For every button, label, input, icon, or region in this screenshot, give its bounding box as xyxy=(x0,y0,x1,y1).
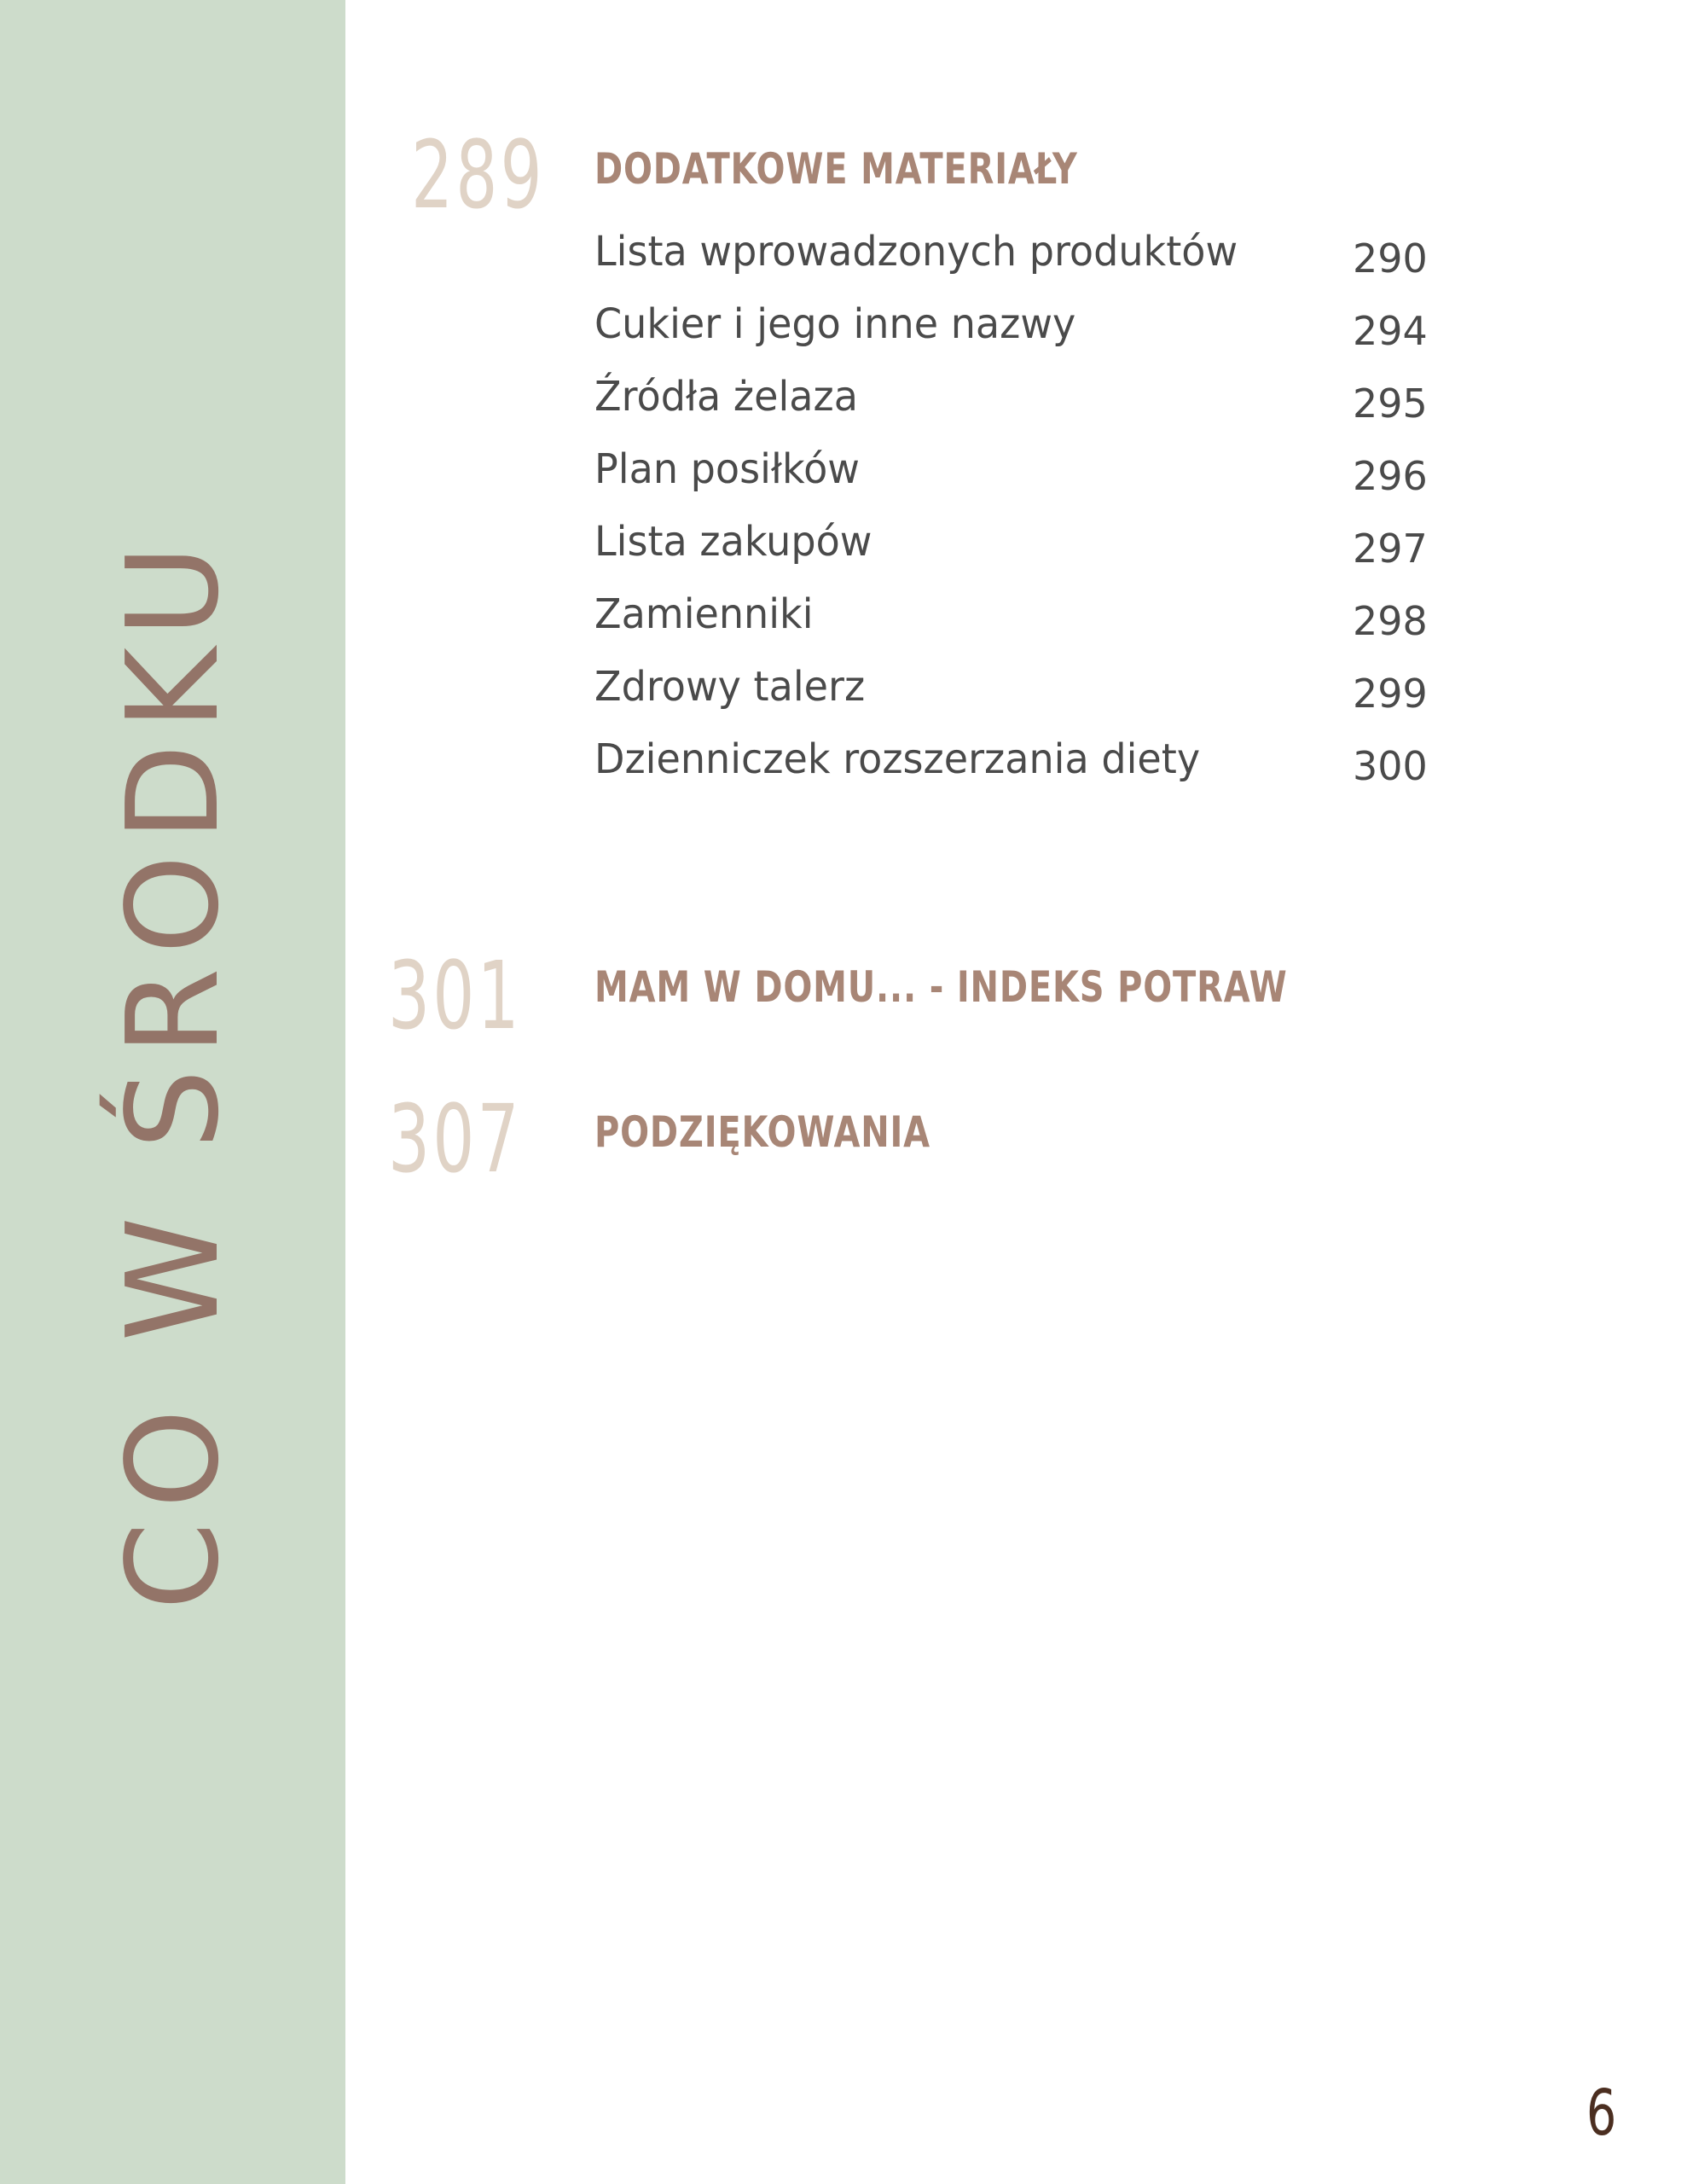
toc-entry-title: Lista zakupów xyxy=(594,518,872,566)
toc-entry[interactable] xyxy=(594,661,1447,734)
toc-entry-page: 297 xyxy=(1353,526,1428,572)
toc-entry[interactable] xyxy=(594,226,1447,299)
toc-entry-page: 294 xyxy=(1353,308,1428,354)
toc-entry[interactable] xyxy=(594,589,1447,661)
section-number-289: 289 xyxy=(411,120,545,229)
section-heading-additional-materials[interactable]: DODATKOWE MATERIAŁY xyxy=(594,144,1078,194)
toc-entry-page: 295 xyxy=(1353,380,1428,427)
toc-entry-page: 300 xyxy=(1353,743,1428,789)
toc-entry-title: Cukier i jego inne nazwy xyxy=(594,300,1076,348)
toc-entry[interactable] xyxy=(594,371,1447,444)
toc-entry[interactable] xyxy=(594,734,1447,806)
toc-entry-page: 299 xyxy=(1353,671,1428,717)
toc-entry-title: Zdrowy talerz xyxy=(594,663,866,711)
toc-entry-page: 296 xyxy=(1353,453,1428,499)
toc-entry-title: Dzienniczek rozszerzania diety xyxy=(594,735,1201,783)
toc-entry-page: 290 xyxy=(1353,235,1428,282)
toc-entry-title: Zamienniki xyxy=(594,590,814,638)
section-heading-dish-index[interactable]: MAM W DOMU... - INDEKS POTRAW xyxy=(594,962,1288,1012)
toc-entry-page: 298 xyxy=(1353,598,1428,644)
toc-list xyxy=(594,226,1447,806)
toc-entry-title: Źródła żelaza xyxy=(594,373,858,421)
toc-entry[interactable] xyxy=(594,516,1447,589)
sidebar xyxy=(0,0,345,2184)
sidebar-title: CO W ŚRODKU xyxy=(100,531,246,1611)
section-number-301: 301 xyxy=(388,941,522,1050)
toc-entry[interactable] xyxy=(594,444,1447,516)
toc-entry-title: Lista wprowadzonych produktów xyxy=(594,228,1238,276)
section-heading-acknowledgements[interactable]: PODZIĘKOWANIA xyxy=(594,1107,930,1157)
toc-entry-title: Plan posiłków xyxy=(594,445,860,493)
toc-entry[interactable] xyxy=(594,299,1447,371)
page-number: 6 xyxy=(1586,2077,1617,2150)
section-number-307: 307 xyxy=(388,1084,522,1194)
